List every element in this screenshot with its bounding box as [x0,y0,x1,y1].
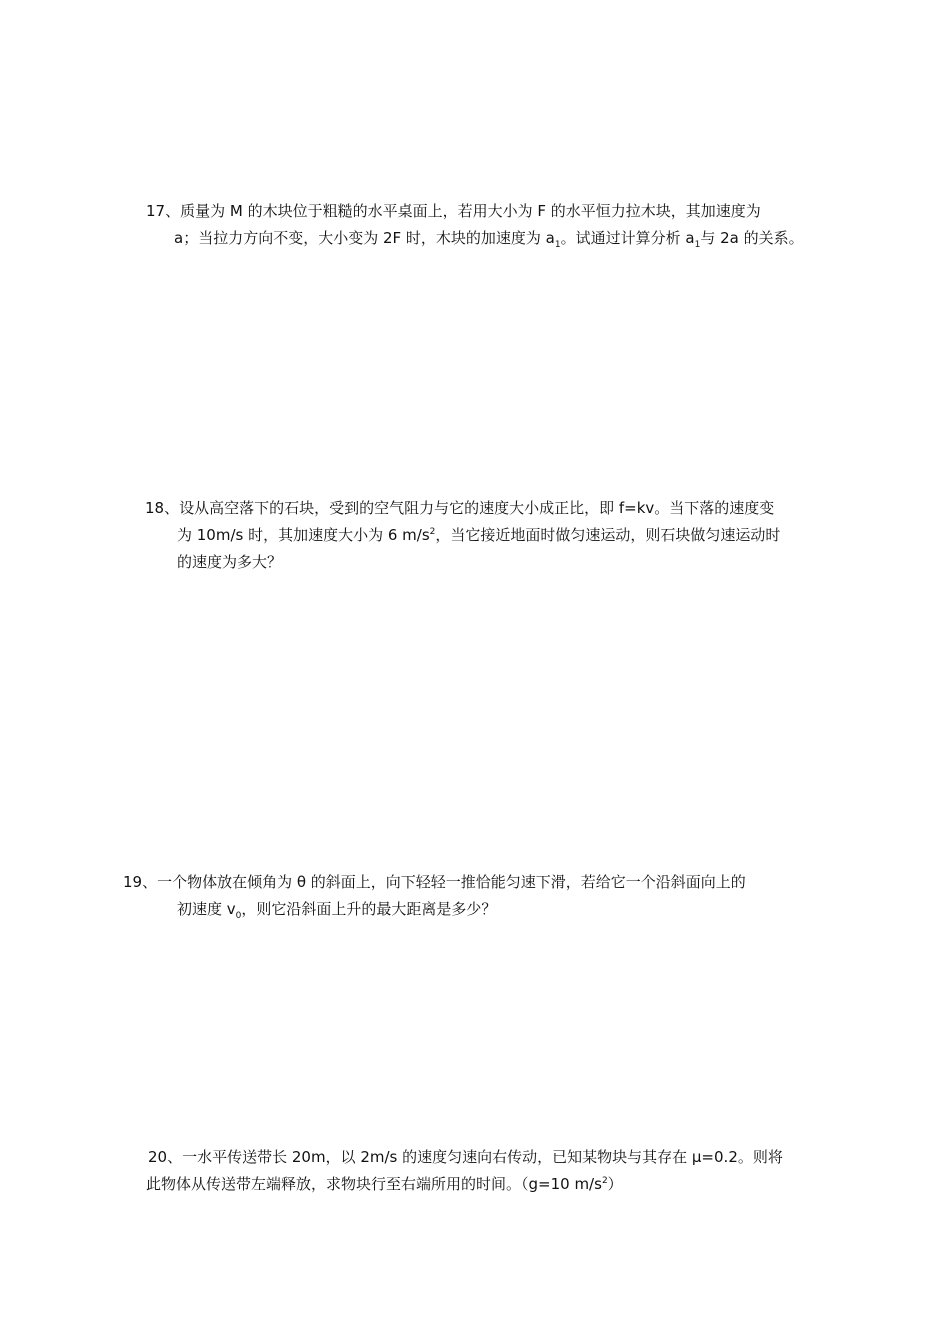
question-19-number: 19 [123,873,143,891]
question-20-text-1: 、一水平传送带长 20m，以 2m/s 的速度匀速向右传动，已知某物块与其存在 μ=0.2。则将 [167,1148,783,1166]
question-20 [146,1144,783,1198]
question-18-text-1: 、设从高空落下的石块，受到的空气阻力与它的速度大小成正比，即 f=kv。当下落的速度变 [164,499,775,517]
question-18-text-2: 为 10m/s 时，其加速度大小为 6 m/s [177,526,430,544]
subscript-1: 1 [554,240,561,250]
question-19-text-3: ，则它沿斜面上升的最大距离是多少？ [241,900,497,918]
question-18-line-2 [145,522,780,549]
question-17-number: 17、 [146,202,181,220]
superscript-2: 2 [601,1176,608,1186]
question-18 [145,495,780,576]
question-17-text-3: 。试通过计算分析 a [560,229,695,247]
subscript-0: 0 [235,911,242,921]
question-20-line-1 [146,1144,783,1171]
question-20-line-2 [146,1171,783,1198]
question-17-line-2 [146,225,804,252]
subscript-1: 1 [694,240,701,250]
question-18-text-3: ，当它接近地面时做匀速运动，则石块做匀速运动时 [435,526,781,544]
question-17 [146,198,804,252]
question-20-number: 20 [148,1148,168,1166]
question-18-number: 18 [145,499,165,517]
question-18-text-4: 的速度为多大？ [177,553,283,571]
question-17-text-4: 与 2a 的关系。 [700,229,804,247]
question-20-text-3: ） [607,1175,623,1193]
question-19-line-2 [123,896,746,923]
question-18-line-3 [145,549,780,576]
question-19 [123,869,746,923]
superscript-2: 2 [429,527,436,537]
question-17-text-1: 质量为 M 的木块位于粗糙的水平桌面上，若用大小为 F 的水平恒力拉木块，其加速度为 [180,202,761,220]
question-17-text-2: a；当拉力方向不变，大小变为 2F 时，木块的加速度为 a [174,229,555,247]
question-18-line-1 [145,495,780,522]
question-20-text-2: 此物体从传送带左端释放，求物块行至右端所用的时间。（g=10 m/s [146,1175,602,1193]
question-19-text-1: 、一个物体放在倾角为 θ 的斜面上，向下轻轻一推恰能匀速下滑，若给它一个沿斜面向上的 [142,873,746,891]
question-19-text-2: 初速度 v [177,900,236,918]
question-19-line-1 [123,869,746,896]
question-17-line-1 [146,198,804,225]
